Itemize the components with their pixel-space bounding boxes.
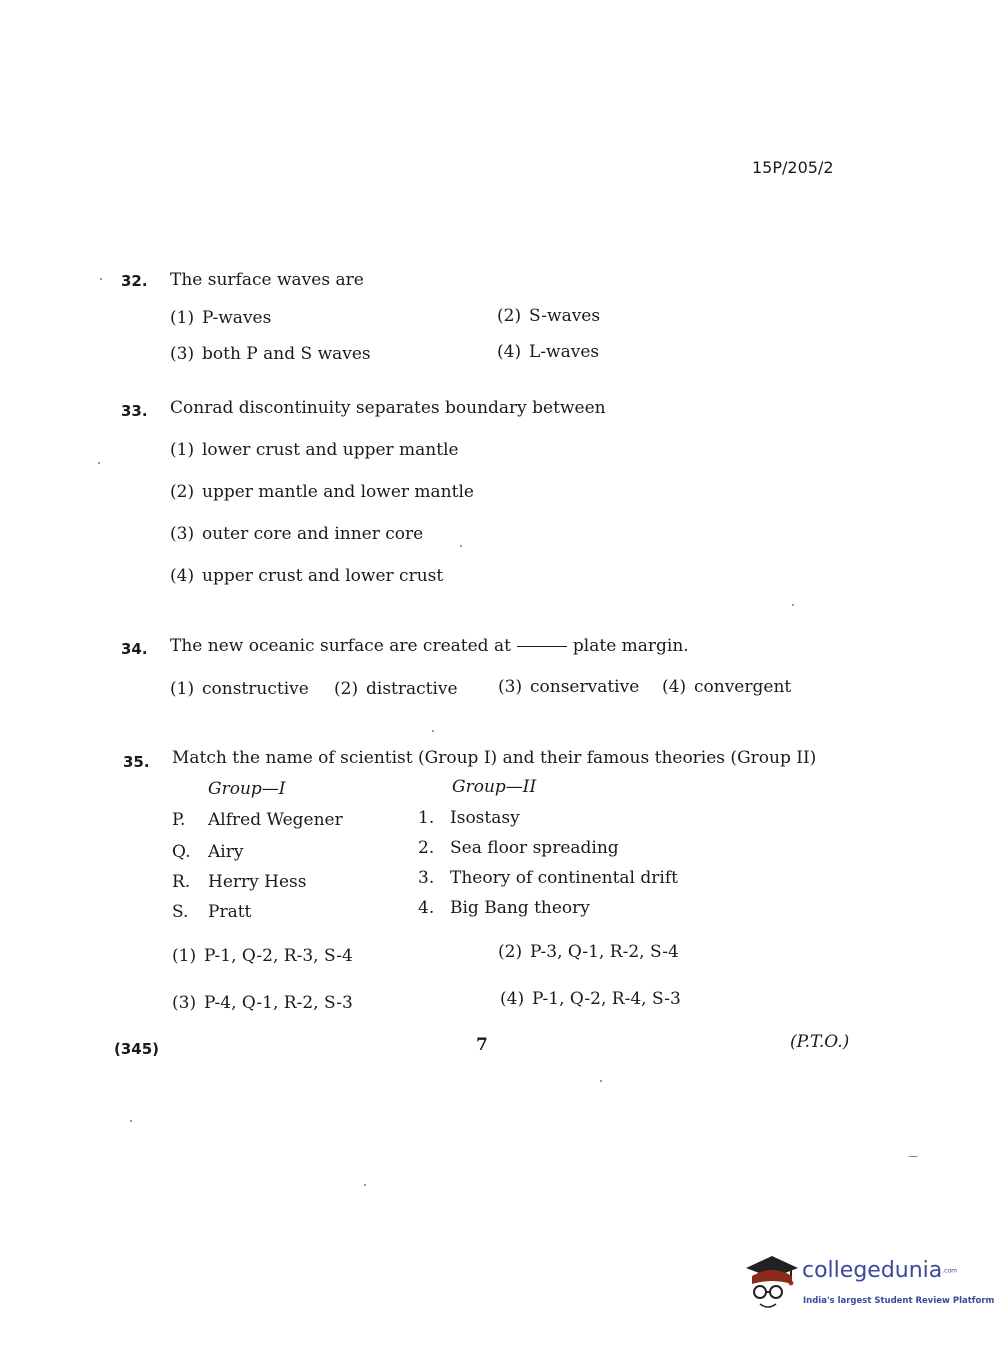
footer-code: (345) <box>114 1040 160 1058</box>
option-text: P-1, Q-2, R-3, S-4 <box>204 946 353 966</box>
question-number: 34. <box>121 640 148 658</box>
option-text: constructive <box>202 679 309 699</box>
logo-suffix: .com <box>942 1267 957 1275</box>
option <box>498 677 639 697</box>
option-number: (2) <box>334 679 359 699</box>
option-number: (3) <box>498 677 523 697</box>
fill-in-blank <box>517 646 567 647</box>
question-text: Match the name of scientist (Group I) and their famous theories (Group II) <box>172 748 817 768</box>
collegedunia-logo <box>742 1250 995 1320</box>
logo-name: collegedunia <box>802 1258 943 1283</box>
group-1-item <box>172 810 343 830</box>
group-1-letter: R. <box>172 872 191 892</box>
option-text: S-waves <box>529 306 601 326</box>
group-1-name: Pratt <box>208 902 252 922</box>
option-text: distractive <box>366 679 458 699</box>
question-number: 35. <box>123 753 150 771</box>
option-text: P-4, Q-1, R-2, S-3 <box>204 993 353 1013</box>
option-number: (2) <box>497 306 522 326</box>
group-1-item <box>172 842 243 862</box>
group-2-item <box>418 898 590 918</box>
option-number: (3) <box>170 344 195 364</box>
group-1-letter: Q. <box>172 842 191 862</box>
option-text: P-waves <box>202 308 272 328</box>
option <box>498 942 679 962</box>
option-text: both P and S waves <box>202 344 371 364</box>
group-1-name: Alfred Wegener <box>208 810 343 830</box>
group-2-name: Isostasy <box>450 808 520 828</box>
option-text: L-waves <box>529 342 600 362</box>
group-1-heading: Group—I <box>208 779 286 799</box>
question-number: 33. <box>121 402 148 420</box>
question-number: 32. <box>121 272 148 290</box>
group-2-number: 2. <box>418 838 435 858</box>
option <box>172 946 353 966</box>
paper-code: 15P/205/2 <box>752 158 834 177</box>
group-2-item <box>418 868 678 888</box>
option <box>170 482 474 502</box>
option-number: (4) <box>662 677 687 697</box>
option-number: (2) <box>170 482 195 502</box>
option-number: (3) <box>172 993 197 1013</box>
option-number: (1) <box>170 679 195 699</box>
option-text: lower crust and upper mantle <box>202 440 459 460</box>
option <box>170 308 271 328</box>
option <box>662 677 791 697</box>
option <box>500 989 681 1009</box>
option <box>170 344 371 364</box>
pto-label: (P.T.O.) <box>790 1032 850 1052</box>
page-number: 7 <box>476 1035 488 1055</box>
group-2-name: Sea floor spreading <box>450 838 619 858</box>
group-1-letter: P. <box>172 810 186 830</box>
student-mascot-icon <box>742 1250 802 1314</box>
option <box>497 342 599 362</box>
logo-wordmark <box>802 1258 957 1283</box>
group-1-name: Airy <box>208 842 244 862</box>
option-text: P-1, Q-2, R-4, S-3 <box>532 989 681 1009</box>
group-2-number: 4. <box>418 898 435 918</box>
option <box>497 306 600 326</box>
option <box>334 679 458 699</box>
group-2-heading: Group—II <box>452 777 537 797</box>
question-text: The surface waves are <box>170 270 364 290</box>
group-1-item <box>172 902 251 922</box>
question-text <box>170 636 689 656</box>
group-1-name: Herry Hess <box>208 872 307 892</box>
option <box>170 679 309 699</box>
option <box>172 993 353 1013</box>
group-1-letter: S. <box>172 902 189 922</box>
option <box>170 440 459 460</box>
question-text-before: The new oceanic surface are created at <box>170 636 511 656</box>
question-text: Conrad discontinuity separates boundary between <box>170 398 606 418</box>
group-2-item <box>418 808 520 828</box>
option-text: conservative <box>530 677 640 697</box>
group-1-item <box>172 872 306 892</box>
option-number: (3) <box>170 524 195 544</box>
option-number: (1) <box>170 440 195 460</box>
group-2-number: 1. <box>418 808 435 828</box>
option-text: upper mantle and lower mantle <box>202 482 474 502</box>
option-number: (4) <box>170 566 195 586</box>
option-text: convergent <box>694 677 792 697</box>
option <box>170 566 443 586</box>
group-2-name: Big Bang theory <box>450 898 590 918</box>
group-2-item <box>418 838 619 858</box>
group-2-number: 3. <box>418 868 435 888</box>
group-2-name: Theory of continental drift <box>450 868 678 888</box>
option-text: upper crust and lower crust <box>202 566 444 586</box>
option-number: (4) <box>500 989 525 1009</box>
option-text: outer core and inner core <box>202 524 424 544</box>
logo-tagline: India's largest Student Review Platform <box>803 1296 995 1306</box>
option-number: (1) <box>172 946 197 966</box>
option-number: (2) <box>498 942 523 962</box>
option-number: (1) <box>170 308 195 328</box>
option-number: (4) <box>497 342 522 362</box>
option-text: P-3, Q-1, R-2, S-4 <box>530 942 679 962</box>
option <box>170 524 423 544</box>
question-text-after: plate margin. <box>572 636 689 656</box>
